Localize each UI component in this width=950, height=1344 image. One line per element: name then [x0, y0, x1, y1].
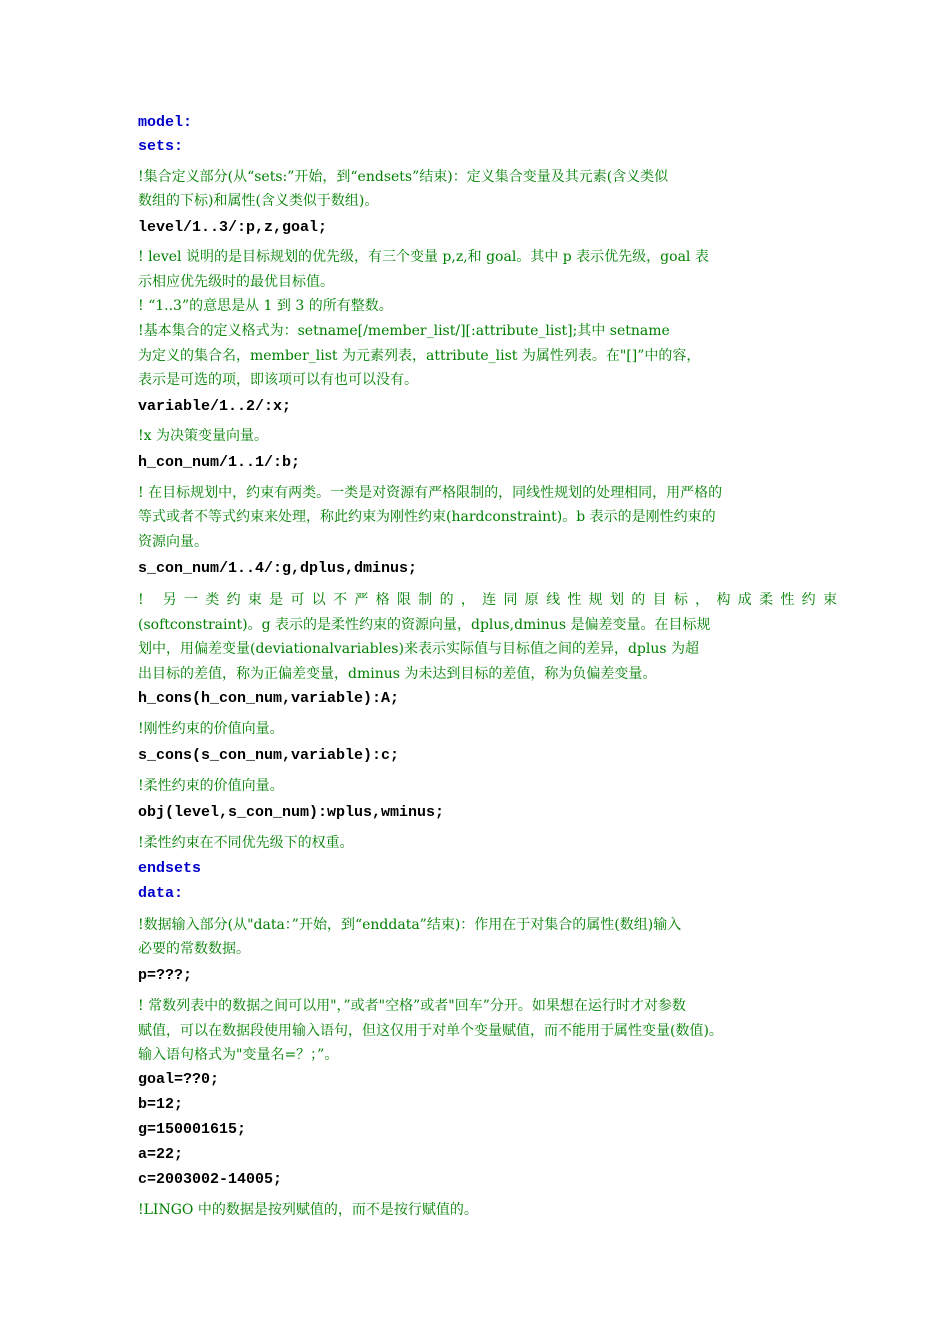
comment-data-input-cont: 必要的常数数据。: [138, 941, 250, 957]
comment-constraints-cont2: 资源向量。: [138, 534, 208, 550]
comment-constraints-cont: 等式或者不等式约束来处理，称此约束为刚性约束(hardconstraint)。b 表示的是刚性约束的: [138, 509, 716, 525]
comment-level: ! level 说明的是目标规划的优先级，有三个变量 p,z,和 goal。其中 p 表示优先级，goal 表: [138, 249, 709, 265]
comment-soft-constraints: ! 另一类约束是可以不严格限制的，连同原线性规划的目标，构成柔性约束: [138, 592, 845, 608]
comment-separators-cont: 赋值，可以在数据段使用输入语句，但这仅用于对单个变量赋值，而不能用于属性变量(数值)。: [138, 1023, 723, 1039]
comment-sets-definition: !集合定义部分(从“sets:”开始，到“endsets”结束)：定义集合变量及其元素(含义类似: [138, 169, 669, 185]
keyword-model: model:: [138, 114, 193, 131]
comment-decision-var: !x 为决策变量向量。: [138, 428, 268, 444]
code-c-assign: c=2003002-14005;: [138, 1171, 283, 1188]
keyword-sets: sets:: [138, 138, 184, 155]
comment-hard-value: !刚性约束的价值向量。: [138, 721, 284, 737]
code-s-cons: s_cons(s_con_num,variable):c;: [138, 747, 400, 764]
comment-soft-constraints-cont2: 划中，用偏差变量(deviationalvariables)来表示实际值与目标值之间的差异，dplus 为超: [138, 641, 700, 657]
keyword-data: data:: [138, 885, 184, 902]
comment-soft-constraints-cont3: 出目标的差值，称为正偏差变量，dminus 为未达到目标的差值，称为负偏差变量。: [138, 666, 657, 682]
code-g-assign: g=150001615;: [138, 1121, 247, 1138]
comment-set-format-cont: 为定义的集合名，member_list 为元素列表，attribute_list 为属性列表。在"[]”中的容，: [138, 348, 701, 364]
code-a-assign: a=22;: [138, 1146, 184, 1163]
code-variable-set: variable/1..2/:x;: [138, 398, 292, 415]
comment-data-input: !数据输入部分(从"data：”开始，到“enddata”结束)：作用在于对集合的属性(数组)输入: [138, 917, 682, 933]
comment-sets-definition-cont: 数组的下标)和属性(含义类似于数组)。: [138, 193, 379, 209]
code-h-cons: h_cons(h_con_num,variable):A;: [138, 690, 400, 707]
code-h-con-num: h_con_num/1..1/:b;: [138, 454, 301, 471]
comment-constraints: ! 在目标规划中，约束有两类。一类是对资源有严格限制的，同线性规划的处理相同，用严格的: [138, 485, 723, 501]
code-goal-assign: goal=??0;: [138, 1071, 220, 1088]
comment-lingo-column: !LINGO 中的数据是按列赋值的，而不是按行赋值的。: [138, 1202, 478, 1218]
code-level-set: level/1..3/:p,z,goal;: [138, 219, 328, 236]
comment-level-cont: 示相应优先级时的最优目标值。: [138, 274, 334, 290]
comment-set-format-cont2: 表示是可选的项，即该项可以有也可以没有。: [138, 372, 418, 388]
code-obj: obj(level,s_con_num):wplus,wminus;: [138, 804, 445, 821]
comment-separators-cont2: 输入语句格式为"变量名=？；”。: [138, 1047, 339, 1063]
comment-soft-value: !柔性约束的价值向量。: [138, 778, 284, 794]
code-p-assign: p=???;: [138, 967, 193, 984]
comment-separators: ! 常数列表中的数据之间可以用"，”或者"空格”或者"回车”分开。如果想在运行时才对参数: [138, 998, 686, 1014]
comment-weights: !柔性约束在不同优先级下的权重。: [138, 835, 354, 851]
code-s-con-num: s_con_num/1..4/:g,dplus,dminus;: [138, 560, 418, 577]
comment-soft-constraints-cont: (softconstraint)。g 表示的是柔性约束的资源向量，dplus,dminus 是偏差变量。在目标规: [138, 617, 711, 633]
keyword-endsets: endsets: [138, 860, 202, 877]
comment-range: ! “1..3”的意思是从 1 到 3 的所有整数。: [138, 298, 393, 314]
comment-set-format: !基本集合的定义格式为：setname[/member_list/][:attribute_list];其中 setname: [138, 323, 670, 339]
code-b-assign: b=12;: [138, 1096, 184, 1113]
